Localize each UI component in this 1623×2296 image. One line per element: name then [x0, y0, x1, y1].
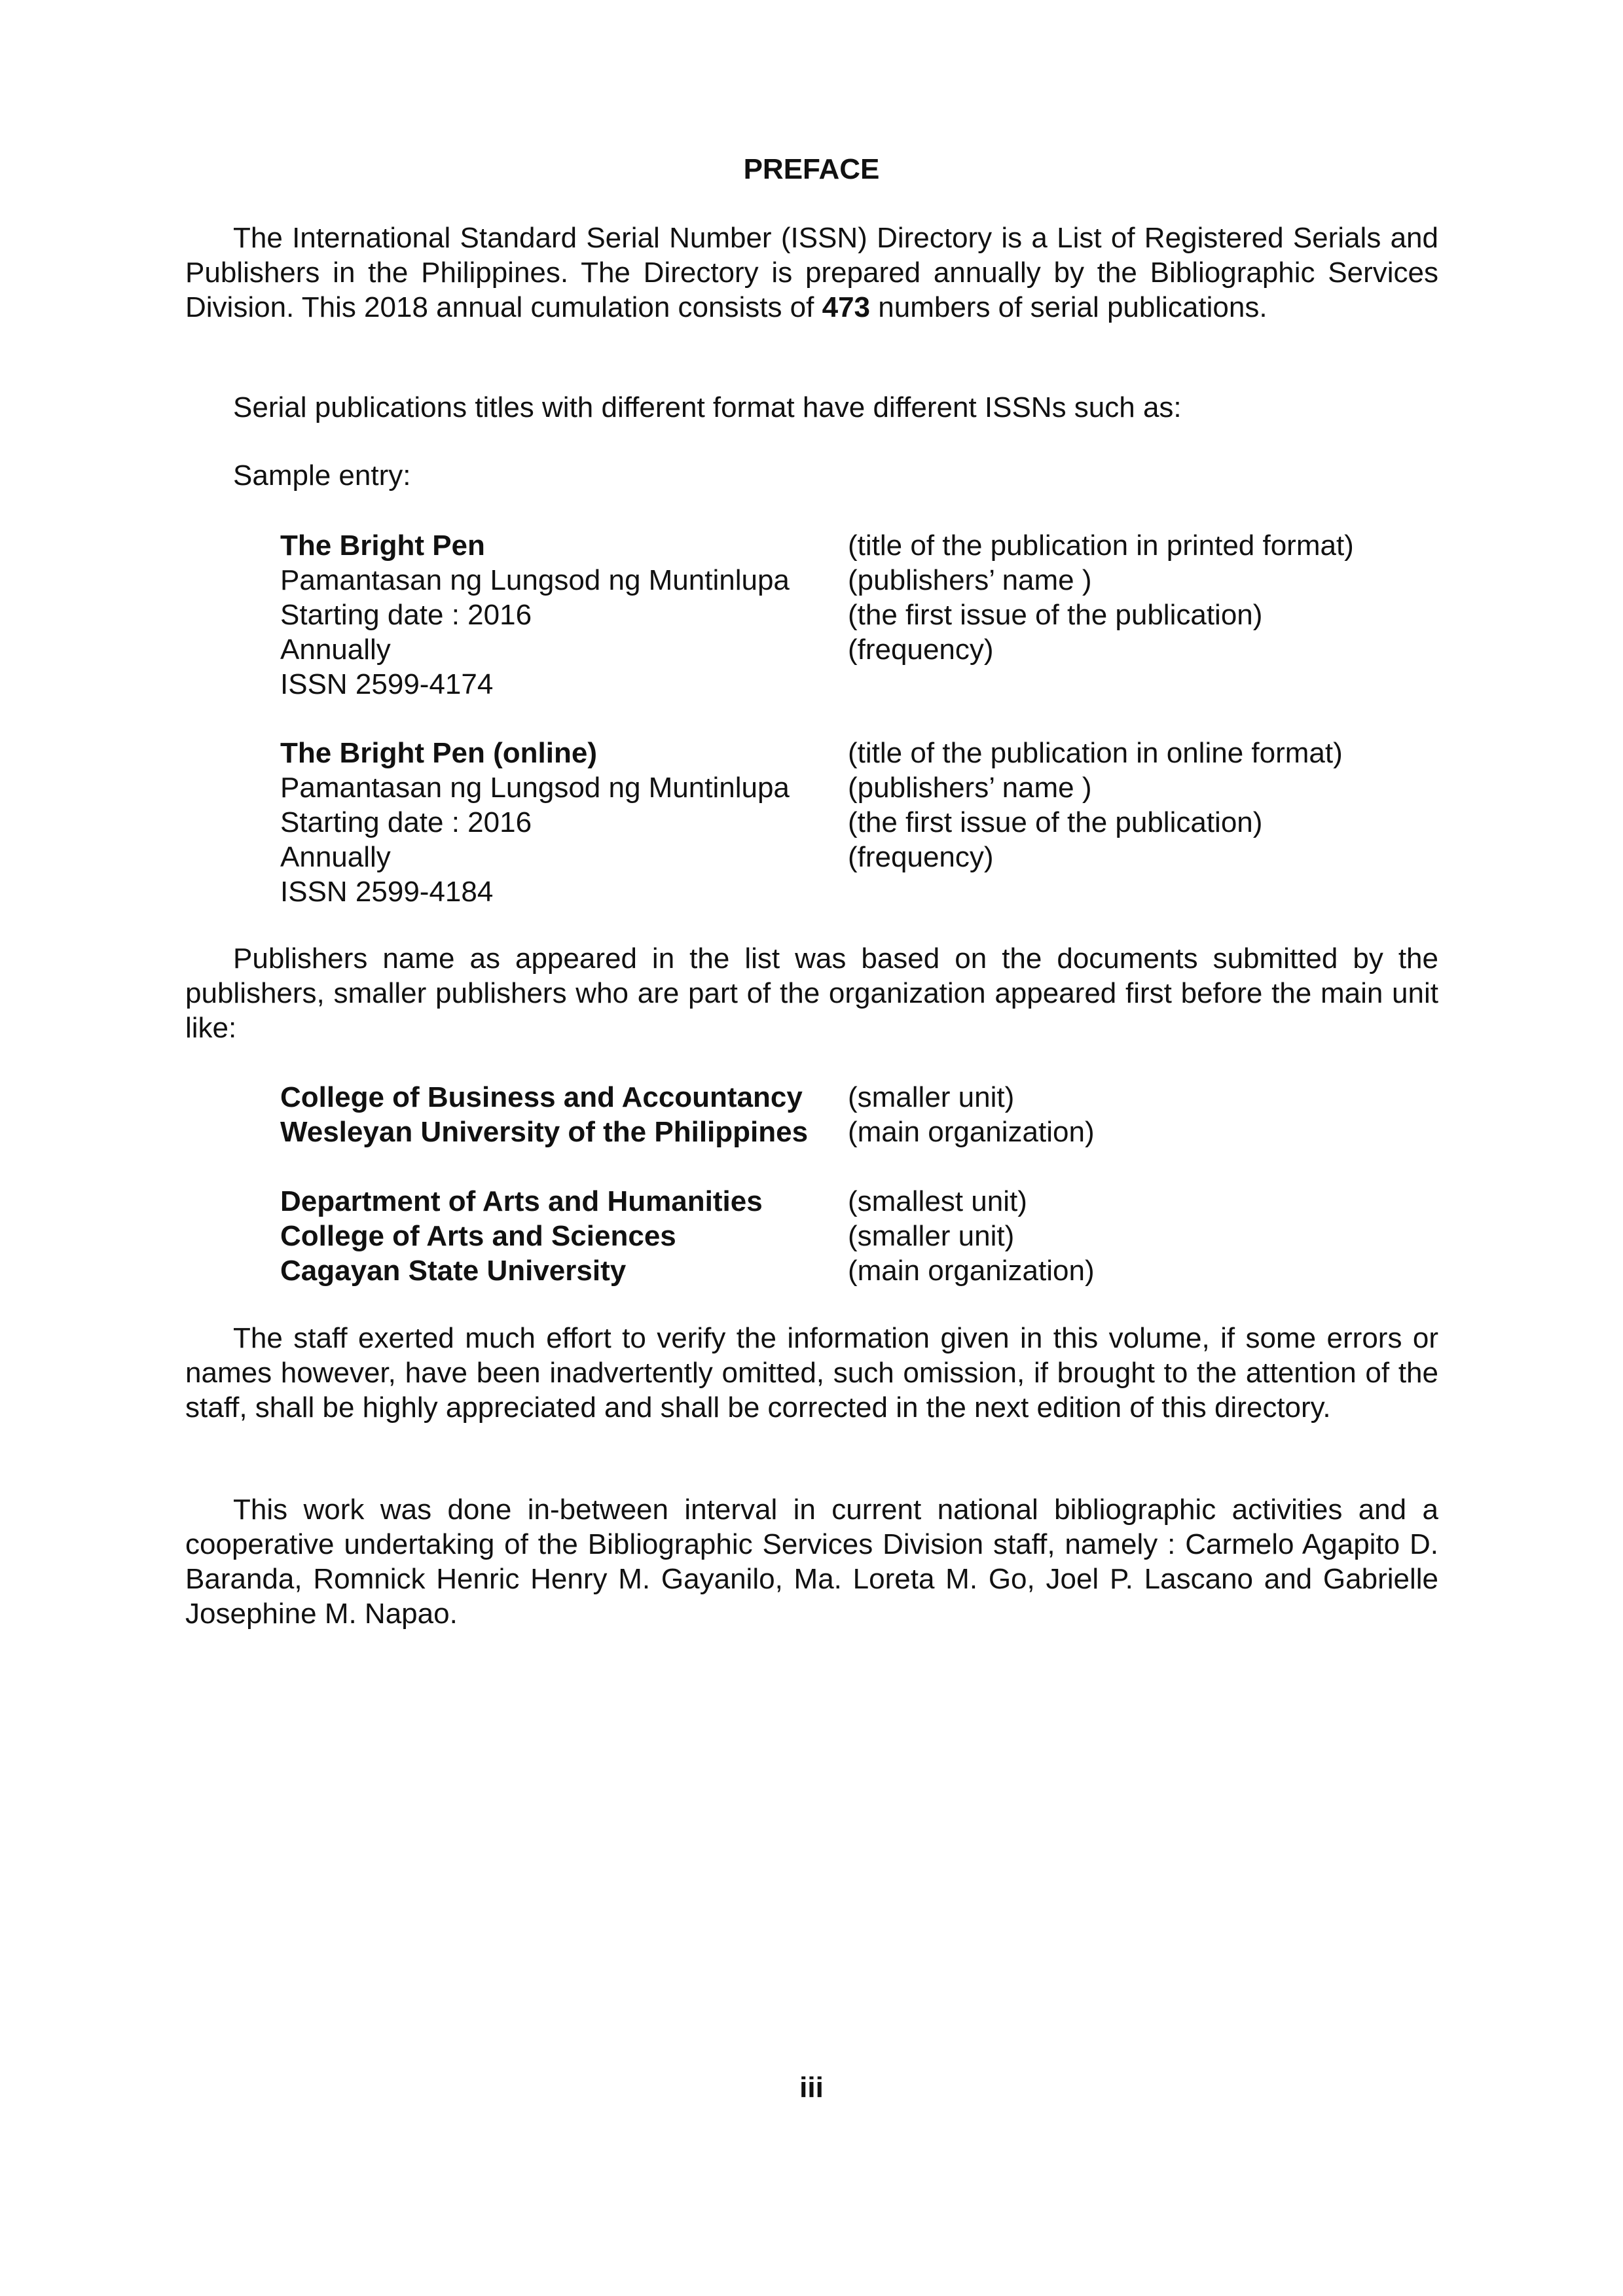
entry-issn-note-empty [848, 874, 1343, 909]
entry-title-note: (title of the publication in online format) [848, 737, 1343, 769]
entry-row-issn [280, 874, 1343, 909]
entry-frequency: Annually [280, 841, 391, 873]
entry-row-frequency [280, 840, 1343, 874]
publisher-example-cagayan [280, 1184, 1095, 1288]
publisher-unit-name: Wesleyan University of the Philippines [280, 1116, 809, 1148]
entry-frequency: Annually [280, 634, 391, 666]
entry-start-date: Starting date : 2016 [280, 599, 532, 631]
entry-row-start-date [280, 598, 1354, 632]
credits-paragraph-block [185, 1492, 1438, 1631]
publisher-example-wesleyan [280, 1080, 1095, 1149]
entry-frequency-note: (frequency) [848, 634, 994, 666]
publisher-example-row [280, 1115, 1095, 1149]
publisher-example-row [280, 1080, 1095, 1115]
entry-row-frequency [280, 632, 1354, 667]
entry-issn: ISSN 2599-4174 [280, 668, 494, 700]
publishers-paragraph: Publishers name as appeared in the list was based on the documents submitted by the publishers, smaller publishers who are part of the organization appeared first before the main unit like: [185, 942, 1438, 1044]
entry-publisher: Pamantasan ng Lungsod ng Muntinlupa [280, 772, 790, 804]
page-title: PREFACE [743, 153, 880, 185]
publisher-unit-name: College of Arts and Sciences [280, 1220, 676, 1252]
staff-paragraph-block [185, 1321, 1438, 1425]
entry-start-note: (the first issue of the publication) [848, 599, 1263, 631]
entry-issn: ISSN 2599-4184 [280, 876, 494, 908]
publisher-example-row [280, 1219, 1095, 1253]
entry-publisher: Pamantasan ng Lungsod ng Muntinlupa [280, 564, 790, 596]
sample-entry-online [280, 736, 1343, 909]
publisher-unit-note: (smaller unit) [848, 1081, 1015, 1113]
publisher-example-row [280, 1184, 1095, 1219]
entry-title-note: (title of the publication in printed format) [848, 529, 1354, 562]
intro-text-end: numbers of serial publications. [870, 291, 1267, 323]
entry-row-title [280, 736, 1343, 770]
publisher-unit-note: (smallest unit) [848, 1185, 1027, 1217]
sample-label: Sample entry: [233, 459, 411, 492]
entry-row-start-date [280, 805, 1343, 840]
entry-frequency-note: (frequency) [848, 841, 994, 873]
publishers-paragraph-block [185, 941, 1438, 1045]
publisher-unit-note: (main organization) [848, 1255, 1095, 1287]
publisher-unit-note: (main organization) [848, 1116, 1095, 1148]
entry-row-publisher [280, 563, 1354, 598]
publisher-unit-name: Cagayan State University [280, 1255, 627, 1287]
sample-entry-printed [280, 528, 1354, 702]
publisher-unit-name: Department of Arts and Humanities [280, 1185, 763, 1217]
entry-title: The Bright Pen (online) [280, 737, 597, 769]
formats-line: Serial publications titles with different format have different ISSNs such as: [233, 391, 1182, 423]
credits-paragraph: This work was done in-between interval in current national bibliographic activities and a cooperative undertaking of the Bibliographic Services Division staff, namely : Carmelo Agapito D. Baranda, Romnick Henric Henry M. Gayanilo, Ma. Loreta M. Go, Joel P. Lascano and Gabrielle Josephine M. Napao. [185, 1494, 1438, 1630]
entry-row-issn [280, 667, 1354, 702]
formats-line-block [185, 390, 1438, 425]
entry-row-publisher [280, 770, 1343, 805]
page-number: iii [799, 2072, 824, 2104]
intro-text-start: The International Standard Serial Number (ISSN) Directory is a List of Registered Serials and Publishers in the Philippines. The Directory is prepared annually by the Bibliographic Services Division. This 2018 annual cumulation consists of [185, 222, 1438, 323]
intro-paragraph [185, 221, 1438, 325]
publisher-unit-name: College of Business and Accountancy [280, 1081, 803, 1113]
entry-publisher-note: (publishers’ name ) [848, 564, 1092, 596]
entry-start-date: Starting date : 2016 [280, 806, 532, 838]
entry-title: The Bright Pen [280, 529, 485, 562]
serial-count: 473 [822, 291, 871, 323]
entry-issn-note-empty [848, 667, 1354, 702]
publisher-unit-note: (smaller unit) [848, 1220, 1015, 1252]
entry-start-note: (the first issue of the publication) [848, 806, 1263, 838]
entry-row-title [280, 528, 1354, 563]
entry-publisher-note: (publishers’ name ) [848, 772, 1092, 804]
intro-paragraph-block [185, 221, 1438, 325]
publisher-example-row [280, 1253, 1095, 1288]
staff-paragraph: The staff exerted much effort to verify the information given in this volume, if some errors or names however, have been inadvertently omitted, such omission, if brought to the attention of the staff, shall be highly appreciated and shall be corrected in the next edition of this directory. [185, 1322, 1438, 1424]
sample-label-block [185, 458, 1438, 493]
